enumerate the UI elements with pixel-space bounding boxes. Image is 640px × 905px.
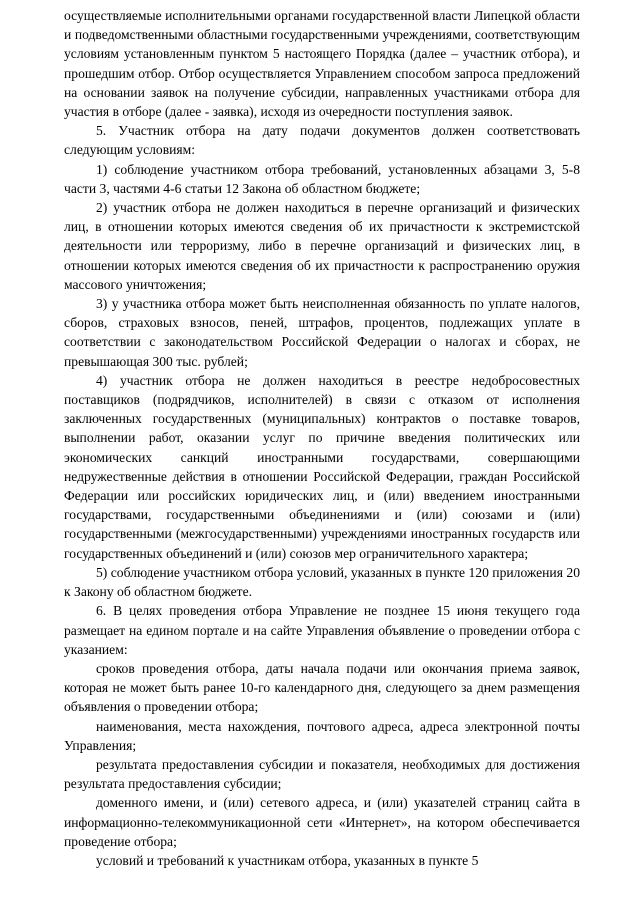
paragraph-intro: осуществляемые исполнительными органами государственной власти Липецкой области и подведомственными областными государственными учреждениями, соответствующим условиям установленным пунктом 5 настоящего Порядка (далее – участник отбора), и прошедшим отбор. Отбор осуществляется Управлением способом запроса предложений на основании заявок на получение субсидии, направленных участниками отбора для участия в отборе (далее - заявка), исходя из очередности поступления заявок. xyxy=(64,8,580,120)
paragraph-item-contacts: наименования, места нахождения, почтового адреса, адреса электронной почты Управления; xyxy=(64,718,580,753)
paragraph-clause-6: 6. В целях проведения отбора Управление не позднее 15 июня текущего года размещает на едином портале и на сайте Управления объявление о проведении отбора с указанием: xyxy=(64,603,580,657)
document-page xyxy=(64,6,580,870)
paragraph-condition-3: 3) у участника отбора может быть неисполненная обязанность по уплате налогов, сборов, страховых взносов, пеней, штрафов, процентов, подлежащих уплате в соответствии с законодательством Российской Федерации о налогах и сборах, не превышающая 300 тыс. рублей; xyxy=(64,296,580,369)
paragraph-condition-2: 2) участник отбора не должен находиться в перечне организаций и физических лиц, в отношении которых имеются сведения об их причастности к экстремистской деятельности или терроризму, либо в перечне организаций и физических лиц, в отношении которых имеются сведения об их причастности к распространению оружия массового уничтожения; xyxy=(64,200,580,292)
paragraph-item-requirements: условий и требований к участникам отбора, указанных в пункте 5 xyxy=(96,852,479,868)
paragraph-clause-5: 5. Участник отбора на дату подачи документов должен соответствовать следующим условиям: xyxy=(64,123,580,158)
paragraph-condition-1: 1) соблюдение участником отбора требований, установленных абзацами 3, 5-8 части 3, частями 4-6 статьи 12 Закона об областном бюджете; xyxy=(64,161,580,196)
paragraph-item-deadlines: сроков проведения отбора, даты начала подачи или окончания приема заявок, которая не может быть ранее 10-го календарного дня, следующего за днем размещения объявления о проведении отбора; xyxy=(64,660,580,715)
paragraph-condition-5: 5) соблюдение участником отбора условий, указанных в пункте 120 приложения 20 к Закону об областном бюджете. xyxy=(64,564,580,600)
paragraph-condition-4: 4) участник отбора не должен находиться в реестре недобросовестных поставщиков (подрядчиков, исполнителей) в связи с отказом от исполнения заключенных государственных (муниципальных) контрактов о поставке товаров, выполнении работ, оказании услуг по причине введения политических или экономических санкций иностранными государствами, совершающими недружественные действия в отношении Российской Федерации, граждан Российской Федерации или российских юридических лиц, и (или) введением иностранными государствами, государственными объединениями и (или) союзами и (или) государственными (межгосударственными) учреждениями иностранных государств или государственных объединений и (или) союзов мер ограничительного характера; xyxy=(64,372,580,561)
paragraph-item-results: результата предоставления субсидии и показателя, необходимых для достижения результата предоставления субсидии; xyxy=(64,756,580,792)
paragraph-item-domain: доменного имени, и (или) сетевого адреса, и (или) указателей страниц сайта в информационно-телекоммуникационной сети «Интернет», на котором обеспечивается проведение отбора; xyxy=(64,795,580,849)
